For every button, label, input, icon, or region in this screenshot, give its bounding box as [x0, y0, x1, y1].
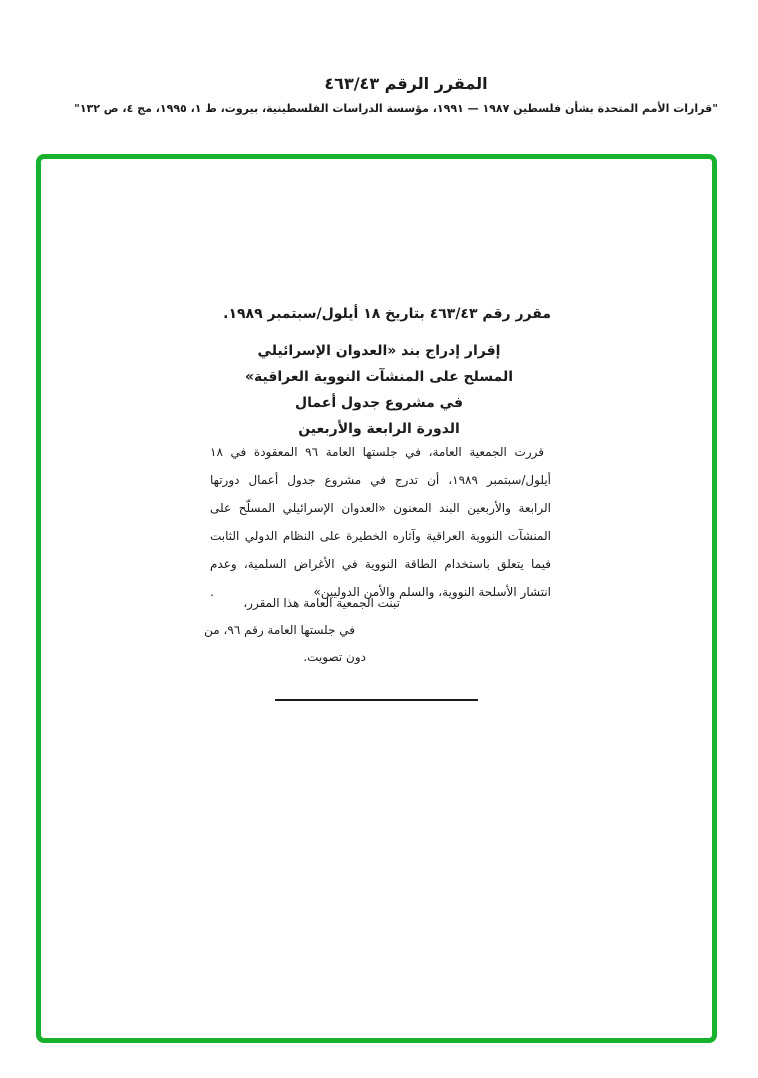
closing-line: تبنت الجمعية العامة هذا المقرر،	[243, 596, 400, 610]
heading-line-2: المسلح على المنشآت النووية العراقية»	[244, 369, 514, 385]
separator-rule	[275, 699, 478, 701]
body-last-period: .	[210, 585, 214, 599]
body-line: فيما يتعلق باستخدام الطاقة النووية في الأغراض السلمية، وعدم	[210, 557, 551, 571]
body-line: المنشآت النووية العراقية وآثاره الخطيرة على النظام الدولي الثابت	[210, 529, 551, 543]
closing-line: في جلستها العامة رقم ٩٦، من	[204, 623, 355, 637]
closing-line: دون تصويت.	[303, 650, 366, 664]
header-title: المقرر الرقم ٤٦٣/٤٣	[324, 74, 488, 93]
body-line: الرابعة والأربعين البند المعنون «العدوان الإسرائيلي المسلّح على	[210, 501, 551, 515]
body-last-text: انتشار الأسلحة النووية، والسلم والأمن الدوليين»	[313, 585, 551, 599]
heading-line-4: الدورة الرابعة والأربعين	[298, 421, 460, 437]
heading-line-1: إقرار إدراج بند «العدوان الإسرائيلي	[257, 343, 501, 359]
decision-date-line: مقرر رقم ٤٦٣/٤٣ بتاريخ ١٨ أيلول/سبتمبر ١٩٨٩.	[223, 306, 551, 322]
body-line: أيلول/سبتمبر ١٩٨٩، أن تدرج في مشروع جدول أعمال دورتها	[210, 473, 551, 487]
heading-line-3: في مشروع جدول أعمال	[294, 395, 464, 411]
header-source-line: "قرارات الأمم المتحدة بشأن فلسطين ١٩٨٧ — ١٩٩١، مؤسسة الدراسات الفلسطينية، بيروت، ط ١، ١٩٩٥، مج ٤، ص ١٣٢"	[74, 102, 718, 115]
body-line: قررت الجمعية العامة، في جلستها العامة ٩٦ المعقودة في ١٨	[210, 445, 544, 459]
closing-paragraph	[204, 590, 400, 671]
decision-body-paragraph	[210, 438, 551, 606]
decision-heading	[0, 338, 758, 442]
